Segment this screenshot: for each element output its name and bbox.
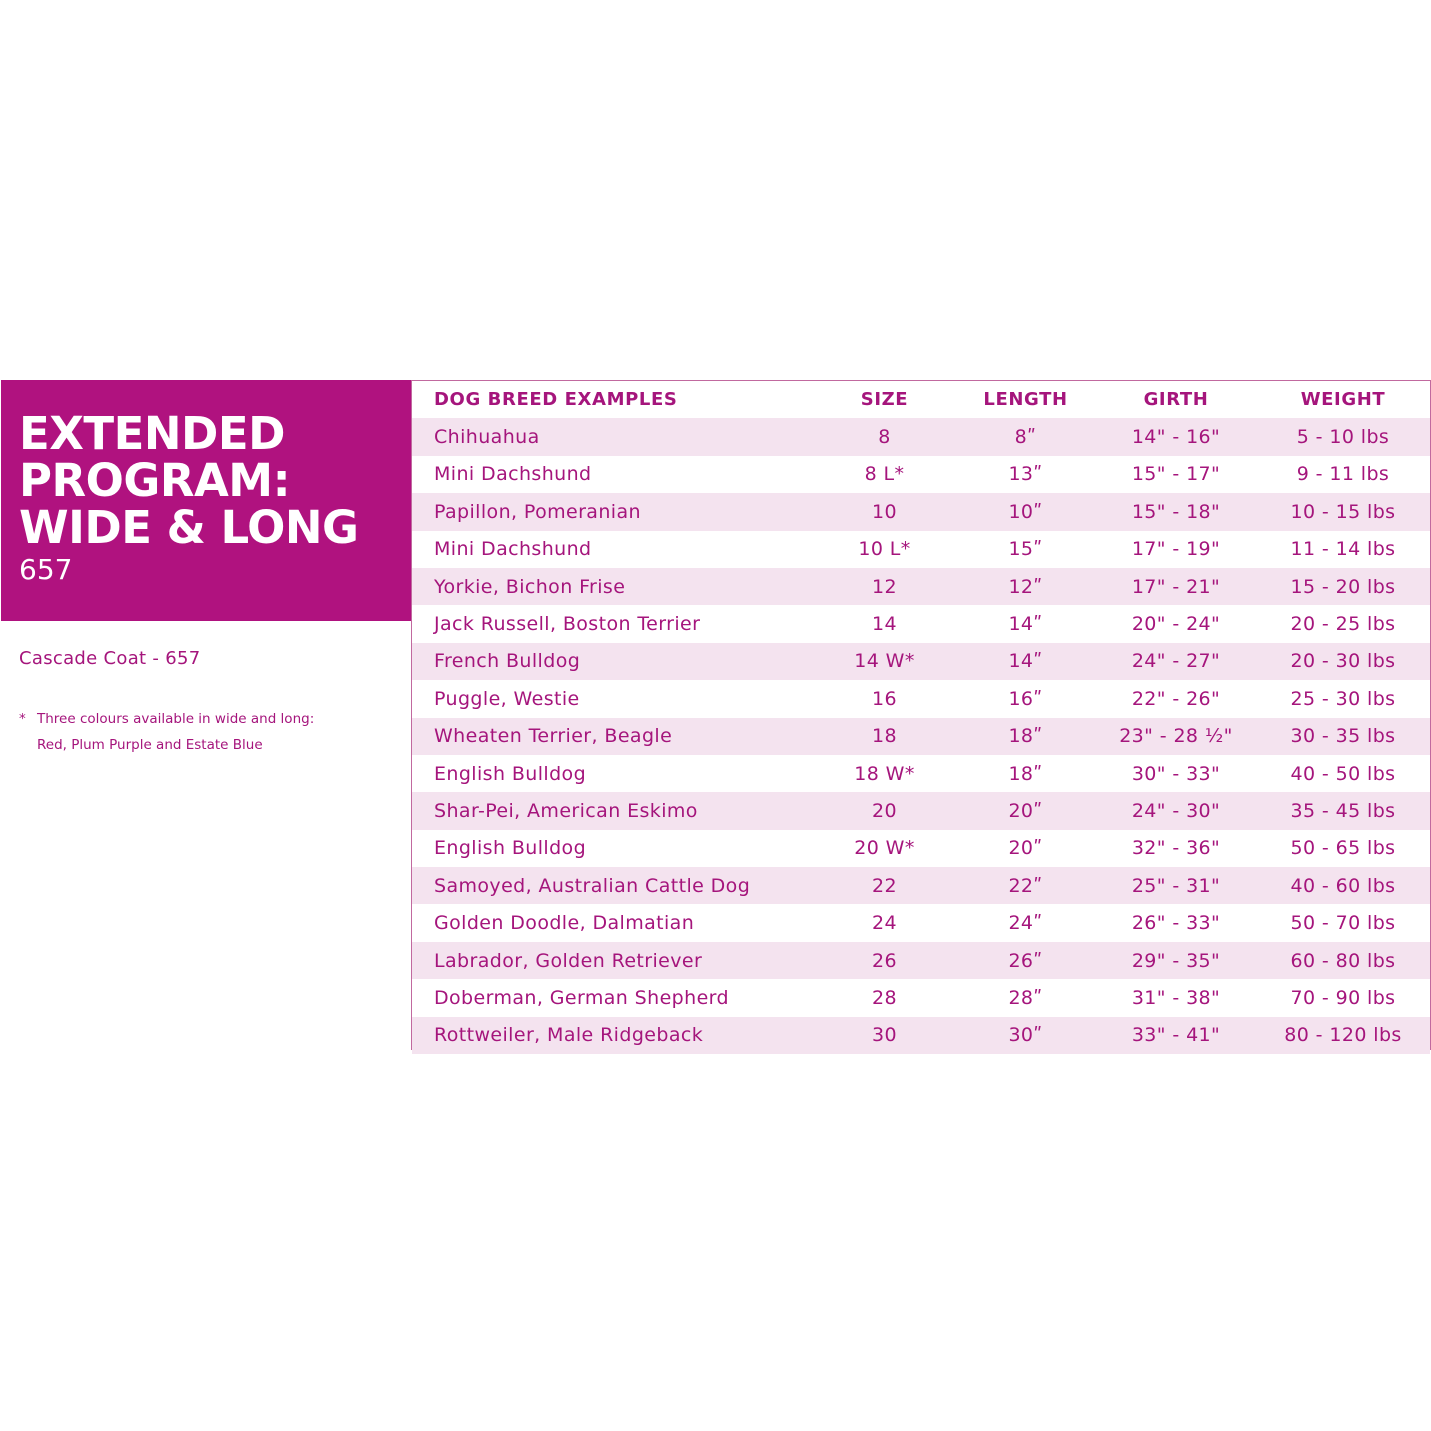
header-length: LENGTH (983, 389, 1068, 411)
size-cell: 18 (872, 725, 897, 748)
breed-cell: Golden Doodle, Dalmatian (434, 912, 695, 935)
weight-cell: 9 - 11 lbs (1296, 463, 1390, 486)
breed-cell: Rottweiler, Male Ridgeback (434, 1024, 704, 1047)
length-cell: 20ʺ (1008, 837, 1043, 860)
table-row (412, 904, 1430, 941)
length-cell: 28ʺ (1008, 986, 1043, 1009)
breed-cell: Mini Dachshund (434, 538, 592, 561)
girth-cell: 15" - 17" (1131, 463, 1221, 486)
table-row (412, 456, 1430, 493)
weight-cell: 50 - 70 lbs (1290, 912, 1396, 935)
length-cell: 18ʺ (1008, 725, 1043, 748)
size-table (411, 380, 1431, 1050)
header-size: SIZE (860, 389, 909, 411)
table-body (412, 418, 1430, 1054)
title-line-3: WIDE & LONG (19, 501, 359, 554)
breed-cell: Yorkie, Bichon Frise (434, 575, 626, 598)
table-row (412, 718, 1430, 755)
table-row (412, 643, 1430, 680)
length-cell: 20ʺ (1008, 799, 1043, 822)
length-cell: 10ʺ (1008, 500, 1043, 523)
girth-cell: 30" - 33" (1131, 762, 1221, 785)
size-cell: 8 (878, 426, 891, 449)
size-cell: 10 L* (858, 538, 911, 561)
table-row (412, 418, 1430, 455)
length-cell: 14ʺ (1008, 650, 1043, 673)
title-line-1: EXTENDED (19, 407, 285, 460)
breed-cell: French Bulldog (434, 650, 581, 673)
title-banner (1, 380, 411, 621)
girth-cell: 29" - 35" (1131, 949, 1221, 972)
size-cell: 26 (872, 949, 897, 972)
breed-cell: English Bulldog (434, 837, 587, 860)
weight-cell: 30 - 35 lbs (1290, 725, 1396, 748)
table-row (412, 867, 1430, 904)
girth-cell: 17" - 19" (1131, 538, 1221, 561)
header-breed: DOG BREED EXAMPLES (434, 389, 678, 411)
table-row (412, 942, 1430, 979)
breed-cell: Shar-Pei, American Eskimo (434, 799, 698, 822)
girth-cell: 23" - 28 ½" (1119, 725, 1233, 748)
weight-cell: 60 - 80 lbs (1290, 949, 1396, 972)
product-number: 657 (19, 553, 73, 586)
weight-cell: 15 - 20 lbs (1290, 575, 1396, 598)
size-cell: 10 (872, 500, 897, 523)
table-header-row (412, 381, 1430, 418)
weight-cell: 40 - 50 lbs (1290, 762, 1396, 785)
table-row (412, 830, 1430, 867)
weight-cell: 10 - 15 lbs (1290, 500, 1396, 523)
size-cell: 12 (872, 575, 897, 598)
size-cell: 30 (872, 1024, 897, 1047)
weight-cell: 80 - 120 lbs (1284, 1024, 1402, 1047)
weight-cell: 11 - 14 lbs (1290, 538, 1396, 561)
weight-cell: 20 - 30 lbs (1290, 650, 1396, 673)
breed-cell: Wheaten Terrier, Beagle (434, 725, 673, 748)
size-cell: 22 (872, 874, 897, 897)
footnote-line-2: Red, Plum Purple and Estate Blue (37, 737, 263, 753)
length-cell: 15ʺ (1008, 538, 1043, 561)
girth-cell: 20" - 24" (1131, 613, 1221, 636)
breed-cell: Samoyed, Australian Cattle Dog (434, 874, 751, 897)
length-cell: 30ʺ (1008, 1024, 1043, 1047)
girth-cell: 25" - 31" (1131, 874, 1221, 897)
size-cell: 16 (872, 687, 897, 710)
size-cell: 24 (872, 912, 897, 935)
weight-cell: 20 - 25 lbs (1290, 613, 1396, 636)
table-row (412, 979, 1430, 1016)
size-cell: 20 (872, 799, 897, 822)
girth-cell: 24" - 27" (1131, 650, 1221, 673)
table-row (412, 755, 1430, 792)
length-cell: 12ʺ (1008, 575, 1043, 598)
table-row (412, 605, 1430, 642)
size-cell: 8 L* (864, 463, 905, 486)
length-cell: 14ʺ (1008, 613, 1043, 636)
girth-cell: 15" - 18" (1131, 500, 1221, 523)
breed-cell: Jack Russell, Boston Terrier (434, 613, 701, 636)
weight-cell: 40 - 60 lbs (1290, 874, 1396, 897)
length-cell: 13ʺ (1008, 463, 1043, 486)
size-cell: 14 W* (854, 650, 915, 673)
weight-cell: 50 - 65 lbs (1290, 837, 1396, 860)
girth-cell: 17" - 21" (1131, 575, 1221, 598)
table-row (412, 680, 1430, 717)
girth-cell: 31" - 38" (1131, 986, 1221, 1009)
size-cell: 18 W* (854, 762, 915, 785)
length-cell: 26ʺ (1008, 949, 1043, 972)
footnote-text-1: Three colours available in wide and long: (37, 711, 315, 727)
header-weight: WEIGHT (1300, 389, 1386, 411)
weight-cell: 25 - 30 lbs (1290, 687, 1396, 710)
table-row (412, 792, 1430, 829)
girth-cell: 26" - 33" (1131, 912, 1221, 935)
table-row (412, 1017, 1430, 1054)
breed-cell: Doberman, German Shepherd (434, 986, 729, 1009)
size-cell: 28 (872, 986, 897, 1009)
colour-footnote (19, 706, 314, 758)
breed-cell: Mini Dachshund (434, 463, 592, 486)
breed-cell: English Bulldog (434, 762, 587, 785)
girth-cell: 22" - 26" (1131, 687, 1221, 710)
length-cell: 16ʺ (1008, 687, 1043, 710)
table-row (412, 493, 1430, 530)
table-row (412, 531, 1430, 568)
size-cell: 20 W* (854, 837, 915, 860)
breed-cell: Papillon, Pomeranian (434, 500, 641, 523)
girth-cell: 32" - 36" (1131, 837, 1221, 860)
length-cell: 8ʺ (1014, 426, 1037, 449)
product-name: Cascade Coat - 657 (19, 648, 201, 669)
breed-cell: Puggle, Westie (434, 687, 580, 710)
size-cell: 14 (872, 613, 897, 636)
length-cell: 18ʺ (1008, 762, 1043, 785)
weight-cell: 70 - 90 lbs (1290, 986, 1396, 1009)
girth-cell: 24" - 30" (1131, 799, 1221, 822)
footnote-line-1 (19, 706, 314, 732)
length-cell: 24ʺ (1008, 912, 1043, 935)
length-cell: 22ʺ (1008, 874, 1043, 897)
girth-cell: 14" - 16" (1131, 426, 1221, 449)
header-girth: GIRTH (1143, 389, 1209, 411)
girth-cell: 33" - 41" (1131, 1024, 1221, 1047)
footnote-asterisk: * (19, 711, 26, 727)
weight-cell: 35 - 45 lbs (1290, 799, 1396, 822)
table-row (412, 568, 1430, 605)
weight-cell: 5 - 10 lbs (1296, 426, 1390, 449)
breed-cell: Labrador, Golden Retriever (434, 949, 703, 972)
breed-cell: Chihuahua (434, 426, 540, 449)
title-line-2: PROGRAM: (19, 454, 291, 507)
